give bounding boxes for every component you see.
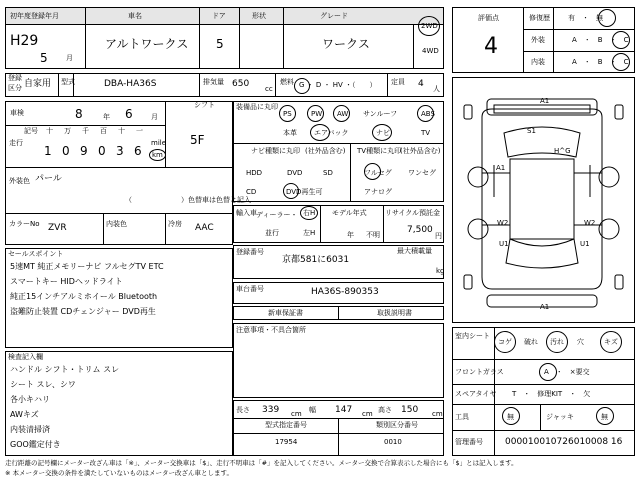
int-label: 内装 [531,58,545,66]
jack-value: 無 [601,413,608,421]
model-year-label: モデル年式 [332,209,367,217]
unit-km: km [152,151,163,159]
len-label: 長さ [236,406,250,414]
mileage-head: 百 [100,127,107,135]
chassis-label: 車台番号 [236,285,264,293]
inspection-label: 車検 [10,109,24,117]
exterior-note: （ ）色替車は色替と記入 [125,196,251,204]
notes-box [233,323,444,398]
score-value: 4 [484,34,498,59]
import-dealer: ディーラー・ [256,211,298,219]
category: 0010 [384,438,402,446]
navi-opt: SD [323,169,333,177]
tool-value: 無 [507,413,514,421]
inspector-line: ハンドル シフト・トリム スレ [10,365,120,374]
import-left: 左H [303,229,316,237]
mileage-digit: 0 [62,144,70,158]
divider [85,7,86,69]
selling-label: セールスポイント [8,250,64,258]
divider [5,213,233,214]
import-parallel: 並行 [265,229,279,237]
diagram-label: A1 [540,303,550,311]
shift-label: シフト [194,101,215,109]
equip-item: エアバック [314,129,349,137]
tv-opt: アナログ [364,188,392,196]
divider [452,359,635,360]
inspection-month-unit: 月 [151,113,158,121]
divider [199,73,200,97]
inspector-line: AWキズ [10,410,39,419]
form-cert-label: 型式指定番号 [265,421,307,429]
height-value: 150 [401,405,419,415]
equip-item: 本革 [283,129,297,137]
jack-label: ジャッキ [546,413,574,421]
divider [452,404,635,405]
import-right: 右H [303,209,316,217]
doors: 5 [216,37,224,51]
equip-title: 装備品に丸印 [236,103,278,111]
model-year-unknown: 不明 [366,231,380,239]
divider [523,29,635,30]
reg-label: 登録 [8,74,22,82]
divider [523,7,524,73]
navi-dvd-play-circle [283,183,299,199]
mileage-head: 十 [46,127,53,135]
mileage-head: 万 [64,127,71,135]
int-c-circle [612,53,630,71]
repair-label: 修復歴 [529,14,550,22]
equip-item: PW [311,110,323,118]
mileage-digit: 3 [116,144,124,158]
inspector-line: GOO鑑定付き [10,440,61,449]
equip-item: TV [421,129,431,137]
glass-opts: A ・ ×要交 [544,368,590,376]
tv-note: (社外品含む) [400,147,441,155]
divider [383,205,384,243]
tv-opt: フルセグ [364,169,392,177]
width-label: 幅 [309,406,316,414]
spare-label: スペアタイヤ [455,390,497,398]
mileage-head: 一 [136,127,143,135]
car-name-label: 車名 [128,12,142,20]
selling-line: 純正15インチアルミホイール Bluetooth [10,292,158,301]
divider [452,430,635,431]
divider [413,25,414,69]
int-opts: A ・ B ・ C [572,58,629,66]
navi-title: ナビ種類に丸印 [251,147,300,155]
divider [73,73,74,97]
navi-opt: DVD [287,169,303,177]
ext-c-circle [612,31,630,49]
use-value: 自家用 [24,79,52,89]
drive-4wd: 4WD [422,47,439,55]
grade: ワークス [322,37,370,51]
import-label: 輸入車 [236,209,257,217]
navi-opt: DVD再生可 [286,188,323,196]
inspector-line: 内装清掃済 [10,425,50,434]
diagram-label: W2 [584,219,596,227]
model-year-unit: 年 [347,231,354,239]
fuel-label: 燃料 [280,78,294,86]
inspection-month: 6 [125,107,133,121]
shape-label: 形状 [252,12,266,20]
width-value: 147 [335,405,353,415]
equip-item: PS [283,110,292,118]
max-load-label: 最大積載量 [397,247,432,255]
divider [165,213,166,245]
divider [5,167,233,168]
repair-no-circle [598,9,616,27]
divider [199,7,200,69]
warranty-label: 新車保証書 [268,309,303,317]
exterior-label: 外装色 [9,177,30,185]
disp-unit: cc [265,85,273,93]
divider [338,306,339,320]
repair-opts: 有 ・ 無 [568,14,603,22]
equip-item: ナビ [376,129,390,137]
mileage-digit: 6 [134,144,142,158]
mileage-head: 十 [118,127,125,135]
notes-label: 注意事項・不具合箇所 [236,326,306,334]
car-name: アルトワークス [105,37,189,51]
seat-opt: 破れ [524,338,538,346]
divider [103,213,104,245]
navi-opt: CD [246,188,257,196]
glass-label: フロントガラス [455,368,504,376]
first-reg-month: 5 [40,51,48,65]
divider [553,7,554,73]
exterior-color: パール [35,174,62,184]
inspection-year-unit: 年 [103,113,110,121]
selling-line: 盗難防止装置 CDチェンジャー DVD再生 [10,307,156,316]
height-label: 高さ [378,406,392,414]
tv-title: TV種類に丸印 [357,147,402,155]
disp-value: 650 [232,79,250,89]
unit-mile: mile [151,139,167,147]
tool-label: 工具 [455,413,469,421]
seat-opt: 穴 [577,338,584,346]
divider [320,205,321,243]
divider [350,143,351,202]
divider [523,51,635,52]
diagram-label: S1 [527,127,536,135]
divider [233,433,444,434]
capacity: 4 [418,79,424,89]
selling-line: スマートキー HIDヘッドライト [10,277,123,286]
width-unit: cm [362,410,373,418]
first-reg-label: 初年度登録年月 [10,12,59,20]
mileage-head: 千 [82,127,89,135]
chassis-value: HA36S-890353 [311,287,379,297]
score-label: 評価点 [478,14,499,22]
mileage-digit: 0 [98,144,106,158]
car-diagram [452,77,635,323]
seat-opt: 汚れ [550,338,564,346]
mileage-digit: 1 [44,144,52,158]
fuel-opts: G ・ D ・ HV ・（ ） [299,81,377,89]
mileage-digit: 9 [80,144,88,158]
seat-opt: キズ [604,338,618,346]
divider [452,384,635,385]
door-label: ドア [212,12,226,20]
divider [233,143,444,144]
tv-opt: ワンセグ [408,169,436,177]
recycle-unit: 円 [435,232,442,240]
divider [540,404,541,430]
recycle-label: リサイクル預託金 [385,209,441,217]
interior-label: 内装色 [106,220,127,228]
tv-fullseg-circle [364,163,381,180]
plate-label: 登録番号 [236,248,264,256]
mgmt-label: 管理番号 [455,438,483,446]
color-no-label: カラーNo [9,220,40,228]
height-unit: cm [432,410,443,418]
ac-value: AAC [195,223,214,233]
divider [275,73,276,97]
mileage-head: 記号 [24,127,38,135]
selling-line: 5速MT 純正メモリーナビ フルセグTV ETC [10,262,164,271]
divider [338,418,339,456]
equip-item: サンルーフ [363,110,398,118]
ext-opts: A ・ B ・ C [572,36,629,44]
divider [283,7,284,69]
form-cert: 17954 [275,438,298,446]
disp-label: 排気量 [203,78,224,86]
use-label: 区分 [8,84,22,92]
grade-label: グレード [320,12,348,20]
ac-label: 冷房 [168,220,182,228]
color-no: ZVR [48,223,67,233]
first-reg-year: H29 [10,33,39,49]
capacity-label: 定員 [391,78,405,86]
month-unit: 月 [66,54,73,62]
divider [387,73,388,97]
manual-label: 取扱説明書 [377,309,412,317]
inspection-year: 8 [75,107,83,121]
capacity-unit: 人 [433,85,440,93]
ext-label: 外装 [531,36,545,44]
divider [239,7,240,69]
inspector-label: 検査記入欄 [8,353,43,361]
diagram-label: U1 [580,240,590,248]
navi-opt: HDD [246,169,263,177]
drive-2wd: 2WD [421,22,438,30]
equip-item: ABS [421,110,435,118]
len-unit: cm [291,410,302,418]
inspector-line: シート スレ、シワ [10,380,76,389]
divider [58,73,59,97]
recycle-value: 7,500 [407,225,433,235]
equip-item: AW [337,110,349,118]
category-label: 類別区分番号 [376,421,418,429]
mgmt-number: 000010010726010008 16 [505,437,623,447]
footer-line2: ※ 本メーター交換の条件を満たしていないものはメーター改ざん車とします。 [5,469,233,477]
model-label: 型式 [61,78,75,86]
diagram-label: A1 [496,164,506,172]
navi-note: (社外品含む) [305,147,346,155]
diagram-label: H^G [554,147,571,155]
len-value: 339 [262,405,280,415]
spare-opts: T ・ 修理KIT ・ 欠 [512,390,591,398]
diagram-label: A1 [540,97,550,105]
seat-opt: コゲ [498,338,512,346]
model-value: DBA-HA36S [104,79,157,89]
footer-line1: 走行距離の記号欄にメーター改ざん車は「※」、メーター交換車は「$」、走行不明車は「#」を記入してください。メーター交換で合算表示した場合にも「$」とは記入します。 [5,459,518,467]
divider [5,125,165,126]
plate-value: 京都581に6031 [282,255,350,265]
diagram-label: U1 [499,240,509,248]
inspector-line: 各小キハリ [10,395,50,404]
shift: 5F [190,133,205,147]
diagram-label: W2 [497,219,509,227]
load-unit: kg [436,267,445,275]
mileage-label: 走行 [9,139,23,147]
seat-label: 室内シート [455,332,490,340]
